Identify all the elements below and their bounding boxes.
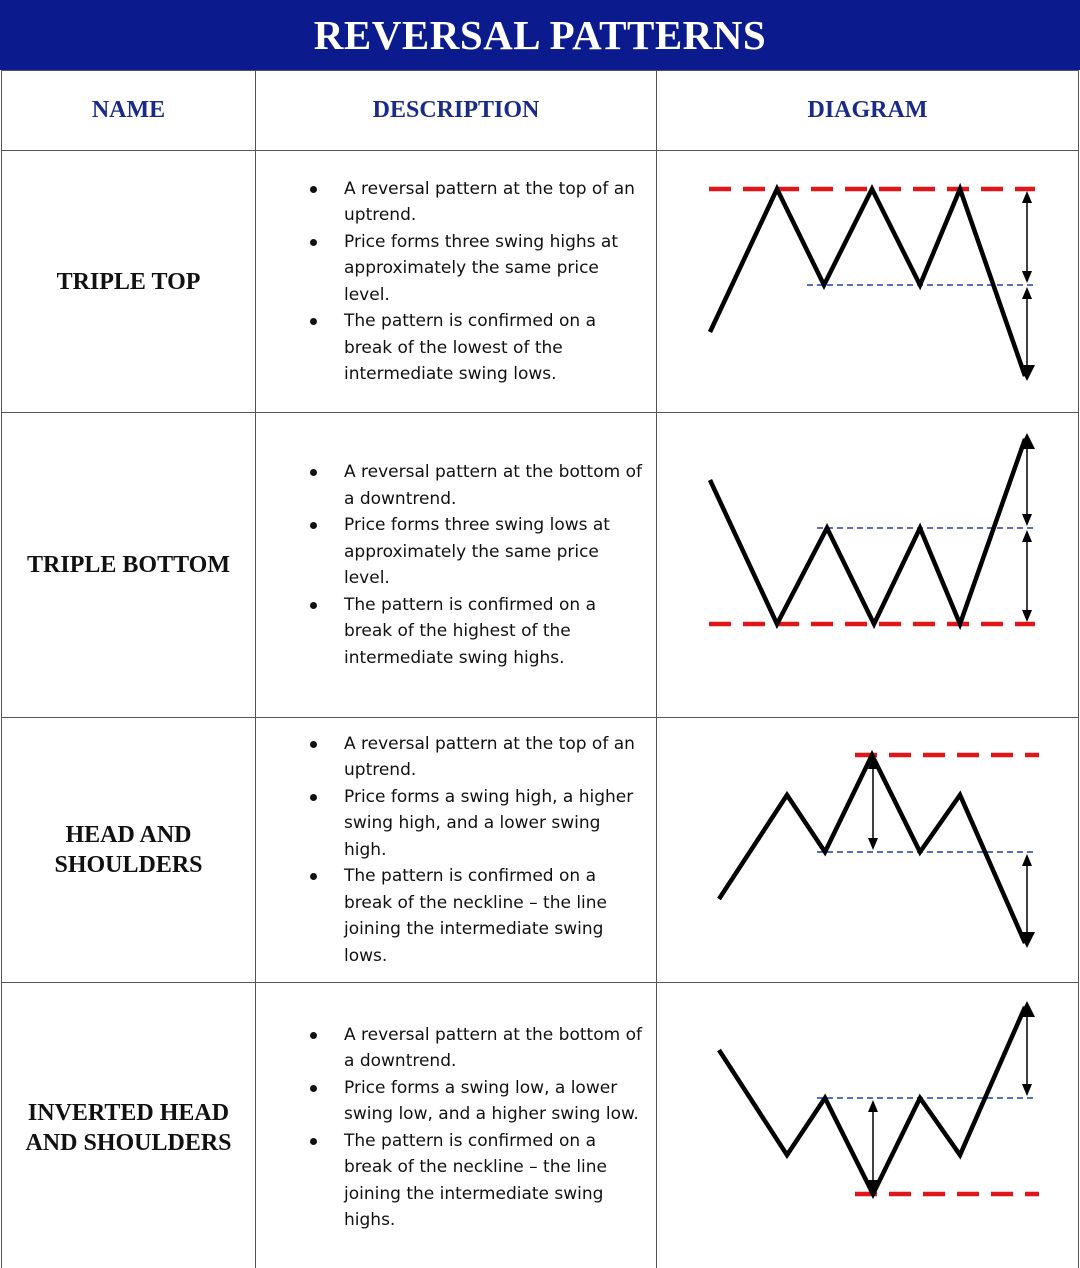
pattern-description <box>256 718 657 983</box>
description-bullet: A reversal pattern at the bottom of a downtrend. <box>304 459 648 512</box>
pattern-name: TRIPLE TOP <box>2 151 256 413</box>
description-bullet: A reversal pattern at the top of an uptrend. <box>304 176 648 229</box>
name-column-header: NAME <box>2 71 256 151</box>
title-banner <box>0 0 1080 70</box>
description-bullet: A reversal pattern at the bottom of a downtrend. <box>304 1022 648 1075</box>
arrowhead <box>1022 1084 1032 1096</box>
pattern-diagram <box>657 151 1079 413</box>
description-bullet: Price forms a swing low, a lower swing low, and a higher swing low. <box>304 1075 648 1128</box>
pattern-row-triple-top <box>2 151 1079 413</box>
description-bullet: Price forms three swing highs at approximately the same price level. <box>304 229 648 309</box>
pattern-diagram <box>657 718 1079 983</box>
arrowhead <box>1022 854 1032 866</box>
arrowhead <box>1022 287 1032 299</box>
arrowhead <box>1019 433 1035 449</box>
description-bullet: The pattern is confirmed on a break of the highest of the intermediate swing highs. <box>304 592 648 672</box>
arrowhead <box>868 1100 878 1112</box>
description-bullet: The pattern is confirmed on a break of the lowest of the intermediate swing lows. <box>304 308 648 388</box>
diagram-column-header: DIAGRAM <box>657 71 1079 151</box>
page-title: REVERSAL PATTERNS <box>313 12 767 58</box>
arrowhead <box>1022 514 1032 526</box>
arrowhead <box>1022 610 1032 622</box>
triple-bottom-diagram <box>657 413 1079 717</box>
pattern-row-head-and-shoulders <box>2 718 1079 983</box>
arrowhead <box>1022 191 1032 203</box>
pattern-diagram <box>657 413 1079 718</box>
head-and-shoulders-diagram <box>657 718 1079 982</box>
arrowhead <box>1019 1001 1035 1017</box>
inverted-head-and-shoulders-diagram <box>657 983 1079 1268</box>
triple-top-diagram <box>657 151 1079 412</box>
pattern-row-inverted-head-and-shoulders <box>2 983 1079 1268</box>
price-line <box>710 189 1025 376</box>
description-bullet: Price forms a swing high, a higher swing high, and a lower swing high. <box>304 784 648 864</box>
pattern-diagram <box>657 983 1079 1268</box>
pattern-row-triple-bottom <box>2 413 1079 718</box>
pattern-description <box>256 151 657 413</box>
arrowhead <box>1019 365 1035 381</box>
description-bullet: Price forms three swing lows at approximately the same price level. <box>304 512 648 592</box>
pattern-name: INVERTED HEAD AND SHOULDERS <box>2 983 256 1268</box>
arrowhead <box>1022 530 1032 542</box>
description-column-header: DESCRIPTION <box>256 71 657 151</box>
pattern-description <box>256 413 657 718</box>
pattern-name: HEAD AND SHOULDERS <box>2 718 256 983</box>
pattern-description <box>256 983 657 1268</box>
header-row <box>2 71 1079 151</box>
arrowhead <box>868 838 878 850</box>
price-line <box>719 1007 1025 1194</box>
arrowhead <box>1022 271 1032 283</box>
description-bullet: The pattern is confirmed on a break of the neckline – the line joining the intermediate swing lows. <box>304 863 648 969</box>
description-bullet: A reversal pattern at the top of an uptrend. <box>304 731 648 784</box>
price-line <box>719 755 1025 943</box>
description-bullet: The pattern is confirmed on a break of the neckline – the line joining the intermediate swing highs. <box>304 1128 648 1234</box>
pattern-name: TRIPLE BOTTOM <box>2 413 256 718</box>
patterns-table <box>1 70 1079 1268</box>
price-line <box>710 439 1025 624</box>
